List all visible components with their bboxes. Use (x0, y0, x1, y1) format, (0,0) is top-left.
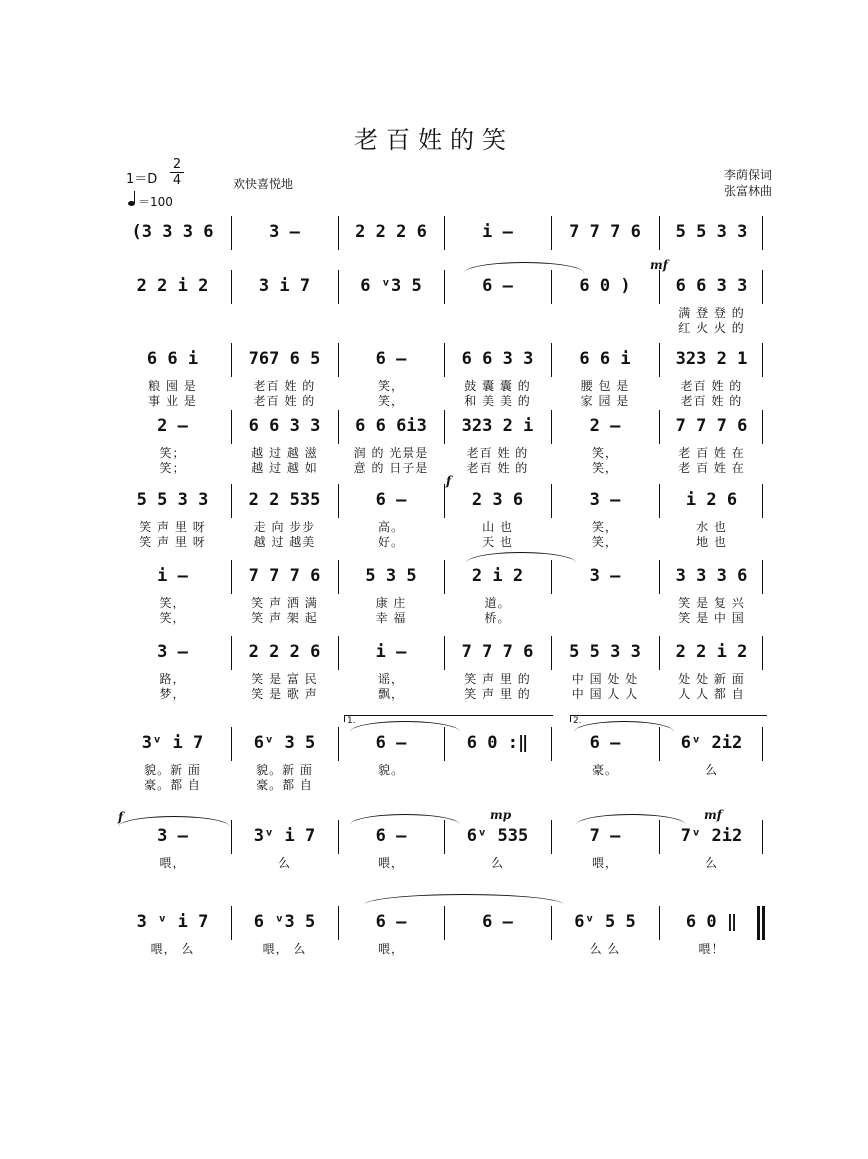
notes-row (114, 642, 764, 664)
measure-notes: 6 ᵛ3 5 (253, 912, 316, 932)
lyric-syllables: 喂， (377, 942, 404, 956)
lyric-syllables: 笑 声 里 呀 (139, 535, 206, 549)
barline (231, 636, 232, 670)
measure-notes: 3 – (157, 826, 188, 846)
lyric-syllables: 家 园 是 (580, 394, 630, 408)
barline (659, 727, 660, 761)
lyric-syllables: 笑， (377, 379, 404, 393)
lyric-syllables: 么 (704, 856, 718, 870)
credits (724, 167, 772, 199)
lyric-syllables: 桥。 (484, 611, 511, 625)
lyric-syllables: 喂， (591, 856, 618, 870)
barline (231, 727, 232, 761)
barline-end (762, 343, 763, 377)
time-signature (170, 157, 184, 188)
barline (338, 484, 339, 518)
measure-notes: 7 7 7 6 (675, 416, 748, 436)
lyric-syllables: 幸 福 (375, 611, 407, 625)
notes-row (114, 222, 764, 244)
lyric-syllables: 处 处 新 面 (678, 672, 745, 686)
lyric-syllables: 豪。都 自 (256, 778, 313, 792)
composer: 张富林曲 (723, 184, 772, 198)
measure-notes: 7 7 7 6 (461, 642, 534, 662)
lyric-syllables: 红 火 火 的 (678, 321, 745, 335)
measure-notes: 2 2 2 6 (248, 642, 321, 662)
lyricist: 李荫保词 (723, 168, 772, 182)
measure-notes: 6 – (375, 912, 407, 932)
measure-notes: 6 – (482, 276, 513, 296)
lyric-syllables: 笑， (591, 446, 618, 460)
measure-notes: 2 2 2 6 (355, 222, 427, 242)
lyric-syllables: 老百 姓 的 (680, 394, 743, 408)
measure-notes: 6 ᵛ3 5 (360, 276, 422, 296)
notes-row (114, 733, 764, 755)
measure-notes: 6 6 3 3 (248, 416, 321, 436)
volta-bracket: 2. (570, 715, 767, 722)
measure-notes: 6 6 i (146, 349, 199, 369)
barline-end (762, 636, 763, 670)
barline (231, 216, 232, 250)
tie-slur (118, 816, 230, 827)
lyric-syllables: 么 (490, 856, 504, 870)
notes-row (114, 826, 764, 848)
measure-notes: 2 – (157, 416, 188, 436)
measure-notes: 5 5 3 3 (569, 642, 641, 662)
measure-notes: 2 2 535 (248, 490, 321, 510)
barline (338, 343, 339, 377)
measure-notes: 2 i 2 (471, 566, 524, 586)
measure-notes: 5 5 3 3 (136, 490, 209, 510)
notes-row (114, 416, 764, 438)
measure-notes: i – (375, 642, 407, 662)
measure-notes: 6 6 3 3 (675, 276, 748, 296)
dynamic-marking: mp (490, 808, 512, 822)
lyric-syllables: 喂， (377, 856, 404, 870)
measure-notes: 3ᵛ i 7 (253, 826, 316, 846)
lyric-syllables: 中 国 处 处 (571, 672, 639, 686)
key-signature: 1＝D (126, 172, 158, 187)
tie-slur (466, 552, 576, 563)
measure-notes: 3 – (157, 642, 188, 662)
barline (231, 484, 232, 518)
lyric-syllables: 老百 姓 的 (466, 461, 529, 475)
lyric-syllables: 笑， (591, 535, 618, 549)
meter-bottom: 4 (170, 172, 184, 188)
barline (338, 216, 339, 250)
measure-notes: 7 7 7 6 (569, 222, 641, 242)
measure-notes: 3 – (589, 490, 621, 510)
song-title: 老百姓的笑 (354, 126, 514, 154)
lyric-syllables: 笑； (159, 446, 186, 460)
barline-end (762, 820, 763, 854)
lyric-syllables: 鼓 囊 囊 的 (464, 379, 531, 393)
lyric-line (114, 670, 764, 684)
lyric-syllables: 老百 姓 的 (253, 394, 316, 408)
lyric-syllables: 和 美 美 的 (464, 394, 531, 408)
lyric-syllables: 豪。都 自 (144, 778, 201, 792)
measure-notes: 6 0 ) (579, 276, 631, 296)
barline (659, 410, 660, 444)
lyric-syllables: 高。 (377, 520, 404, 534)
lyric-line (114, 594, 764, 608)
barline (444, 560, 445, 594)
tie-slur (350, 721, 460, 732)
lyric-syllables: 粮 囤 是 (148, 379, 197, 393)
lyric-syllables: 喂， (159, 856, 186, 870)
tie-slur (574, 721, 674, 732)
lyric-syllables: 走 向 步步 (253, 520, 316, 534)
lyric-syllables: 笑 是 复 兴 (678, 596, 745, 610)
measure-notes: 5 5 3 3 (675, 222, 748, 242)
lyric-syllables: 笑 是 富 民 (251, 672, 318, 686)
barline (338, 727, 339, 761)
lyric-syllables: 笑 声 里 的 (464, 687, 531, 701)
lyric-syllables: 梦， (159, 687, 186, 701)
lyric-line (114, 940, 764, 954)
barline (444, 820, 445, 854)
lyric-syllables: 老 百 姓 在 (678, 446, 745, 460)
tempo-marking (128, 193, 173, 210)
barline (659, 216, 660, 250)
measure-notes: 7ᵛ 2i2 (680, 826, 743, 846)
measure-notes: 7 – (589, 826, 621, 846)
lyric-syllables: 老百 姓 的 (253, 379, 316, 393)
lyric-syllables: 满 登 登 的 (678, 306, 745, 320)
barline (231, 906, 232, 940)
lyric-syllables: 越 过 越美 (253, 535, 316, 549)
barline (659, 484, 660, 518)
barline (231, 820, 232, 854)
lyric-syllables: 笑， (591, 461, 618, 475)
measure-notes: 6 6 3 3 (461, 349, 534, 369)
measure-notes: 7 7 7 6 (248, 566, 321, 586)
barline (659, 270, 660, 304)
measure-notes: 5 3 5 (365, 566, 417, 586)
lyric-syllables: 山 也 (482, 520, 513, 534)
lyric-line (114, 319, 764, 333)
lyric-syllables: 越 过 越 滋 (251, 446, 318, 460)
measure-notes: 3 ᵛ i 7 (136, 912, 209, 932)
barline (444, 410, 445, 444)
measure-notes: 6 – (375, 490, 407, 510)
lyric-syllables: 水 也 (696, 520, 727, 534)
measure-notes: 2 – (589, 416, 621, 436)
notes-row (114, 490, 764, 512)
lyric-line (114, 609, 764, 623)
measure-notes: 2 3 6 (471, 490, 524, 510)
barline (231, 410, 232, 444)
lyric-line (114, 377, 764, 391)
barline (659, 343, 660, 377)
barline-end (762, 270, 763, 304)
barline (444, 343, 445, 377)
lyric-line (114, 533, 764, 547)
barline-end (762, 727, 763, 761)
notes-row (114, 349, 764, 371)
quarter-note-icon (128, 201, 135, 206)
barline (444, 484, 445, 518)
barline-end (762, 560, 763, 594)
tempo-value: ＝100 (138, 195, 173, 209)
lyric-syllables: 道。 (484, 596, 511, 610)
lyric-syllables: 飘， (377, 687, 404, 701)
lyric-syllables: 好。 (377, 535, 404, 549)
barline-end (762, 410, 763, 444)
meter-top: 2 (172, 157, 182, 172)
barline (444, 727, 445, 761)
lyric-syllables: 润 的 光景是 (353, 446, 429, 460)
dynamic-marking: mf (704, 808, 722, 822)
measure-notes: 6 6 i (579, 349, 631, 369)
barline (551, 484, 552, 518)
lyric-syllables: 腰 包 是 (580, 379, 630, 393)
barline (231, 560, 232, 594)
lyric-syllables: 意 的 日子是 (353, 461, 429, 475)
measure-notes: (3 3 3 6 (131, 222, 214, 242)
lyric-syllables: 人 人 都 自 (678, 687, 745, 701)
lyric-syllables: 笑， (591, 520, 618, 534)
barline (659, 636, 660, 670)
barline (551, 727, 552, 761)
barline (551, 560, 552, 594)
measure-notes: 2 2 i 2 (136, 276, 209, 296)
lyric-syllables: 笑； (159, 461, 186, 475)
lyric-syllables: 笑 声 洒 满 (251, 596, 318, 610)
lyric-syllables: 老百 姓 的 (680, 379, 743, 393)
measure-notes: 6ᵛ 535 (466, 826, 529, 846)
lyric-syllables: 康 庄 (375, 596, 407, 610)
barline (551, 343, 552, 377)
barline (551, 820, 552, 854)
barline (659, 560, 660, 594)
lyric-syllables: 笑， (159, 611, 186, 625)
dynamic-marking: mf (650, 258, 668, 272)
measure-notes: 6 – (375, 826, 407, 846)
lyric-syllables: 喂！ (698, 942, 725, 956)
barline (444, 270, 445, 304)
barline (444, 906, 445, 940)
measure-notes: 323 2 1 (675, 349, 748, 369)
notes-row (114, 566, 764, 588)
measure-notes: 6 – (375, 349, 407, 369)
lyric-syllables: 越 过 越 如 (251, 461, 318, 475)
lyric-syllables: 笑 是 歌 声 (251, 687, 318, 701)
barline-end (762, 484, 763, 518)
lyric-syllables: 貌。新 面 (144, 763, 201, 777)
barline (551, 216, 552, 250)
measure-notes: 6ᵛ 3 5 (253, 733, 316, 753)
lyric-syllables: 笑 声 里 呀 (139, 520, 206, 534)
notes-row (114, 276, 764, 298)
dynamic-marking: f (118, 810, 124, 824)
lyric-line (114, 444, 764, 458)
barline (338, 270, 339, 304)
measure-notes: 3 – (589, 566, 621, 586)
measure-notes: 323 2 i (461, 416, 534, 436)
lyric-syllables: 笑 声 里 的 (464, 672, 531, 686)
barline (231, 343, 232, 377)
lyric-syllables: 路， (159, 672, 186, 686)
lyric-line (114, 518, 764, 532)
lyric-syllables: 天 也 (482, 535, 513, 549)
measure-notes: 6ᵛ 2i2 (680, 733, 743, 753)
lyric-syllables: 貌。新 面 (256, 763, 313, 777)
barline-end (762, 906, 765, 940)
lyric-syllables: 笑 声 架 起 (251, 611, 318, 625)
measure-notes: 6 0 :‖ (466, 733, 529, 753)
measure-notes: i – (157, 566, 188, 586)
lyric-syllables: 老 百 姓 在 (678, 461, 745, 475)
lyric-syllables: 中 国 人 人 (571, 687, 639, 701)
measure-notes: 3ᵛ i 7 (141, 733, 204, 753)
barline (444, 636, 445, 670)
lyric-line (114, 685, 764, 699)
barline (338, 906, 339, 940)
lyric-line (114, 776, 764, 790)
lyric-syllables: 地 也 (696, 535, 727, 549)
lyric-syllables: 喂， 么 (150, 942, 195, 956)
lyric-syllables: 么 (704, 763, 718, 777)
lyric-syllables: 豪。 (591, 763, 618, 777)
lyric-syllables: 笑 是 中 国 (678, 611, 745, 625)
barline (551, 906, 552, 940)
tie-slur (350, 814, 460, 825)
barline (338, 820, 339, 854)
measure-notes: 3 i 7 (258, 276, 311, 296)
barline (338, 636, 339, 670)
tie-slur (576, 814, 686, 825)
lyric-syllables: 老百 姓 的 (466, 446, 529, 460)
volta-bracket: 1. (344, 715, 553, 722)
barline (659, 820, 660, 854)
barline (551, 410, 552, 444)
lyric-syllables: 么 (277, 856, 291, 870)
barline (338, 410, 339, 444)
measure-notes: 767 6 5 (248, 349, 321, 369)
measure-notes: 6 0 ‖ (685, 912, 738, 932)
measure-notes: 6ᵛ 5 5 (574, 912, 636, 932)
notes-row (114, 912, 764, 934)
lyric-line (114, 392, 764, 406)
tie-slur (464, 262, 584, 273)
measure-notes: 3 3 3 6 (675, 566, 748, 586)
measure-notes: 3 – (269, 222, 300, 242)
lyric-line (114, 761, 764, 775)
lyric-syllables: 笑， (377, 394, 404, 408)
lyric-line (114, 459, 764, 473)
barline-end (762, 216, 763, 250)
lyric-syllables: 事 业 是 (148, 394, 197, 408)
measure-notes: 2 2 i 2 (675, 642, 748, 662)
lyric-line (114, 304, 764, 318)
measure-notes: i – (482, 222, 513, 242)
lyric-syllables: 谣， (377, 672, 404, 686)
measure-notes: 6 – (482, 912, 513, 932)
barline (551, 636, 552, 670)
measure-notes: 6 – (589, 733, 621, 753)
dynamic-marking: f (446, 474, 452, 488)
lyric-line (114, 854, 764, 868)
lyric-syllables: 笑， (159, 596, 186, 610)
lyric-syllables: 喂， 么 (262, 942, 307, 956)
measure-notes: i 2 6 (685, 490, 738, 510)
barline (551, 270, 552, 304)
barline (231, 270, 232, 304)
measure-notes: 6 – (375, 733, 407, 753)
barline (444, 216, 445, 250)
barline (338, 560, 339, 594)
lyric-syllables: 么 么 (589, 942, 621, 956)
measure-notes: 6 6 6i3 (355, 416, 427, 436)
expression-marking: 欢快喜悦地 (233, 177, 294, 191)
barline (659, 906, 660, 940)
lyric-syllables: 貌。 (377, 763, 404, 777)
tie-slur (364, 894, 564, 905)
